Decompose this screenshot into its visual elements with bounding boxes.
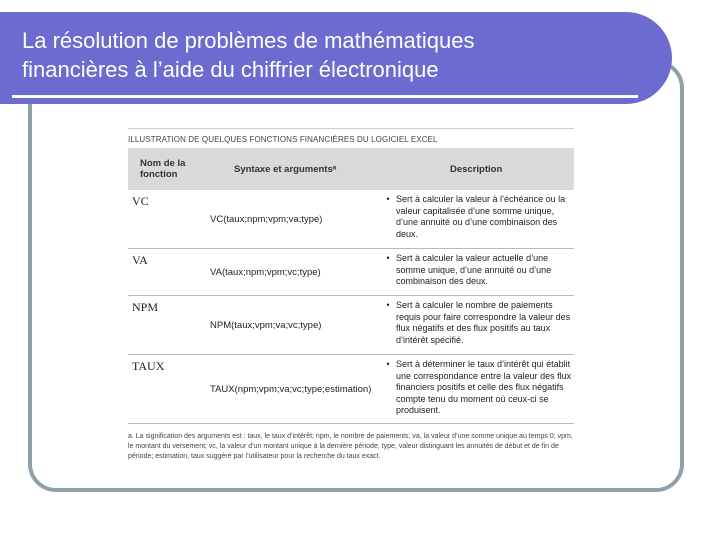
- function-name: VA: [132, 253, 148, 267]
- function-description: [380, 296, 574, 354]
- table-header: [128, 148, 574, 190]
- header-syntax: Syntaxe et argumentsᵃ: [234, 163, 337, 175]
- function-syntax: TAUX(npm;vpm;va;vc;type;estimation): [210, 383, 372, 395]
- slide-title: [22, 26, 642, 84]
- description-text: Sert à calculer la valeur actuelle d’une somme unique, d’une annuité ou d’une combinaison des deux.: [396, 253, 552, 286]
- table-footnote: a. La signification des arguments est : taux, le taux d’intérêt; npm, le nombre de paiements; va, la valeur d’une somme unique au temps 0; vpm, le montant du versement; vc, la valeur d’un montant unique à la dernière période; type, valeur distinguant les annuités de début et de fin de période; estimation, taux suggéré par l’utilisateur pour la recherche du taux exact.: [128, 433, 573, 460]
- bullet-icon: •: [386, 194, 390, 204]
- slide-title-line-2: financières à l’aide du chiffrier électronique: [22, 57, 439, 82]
- slide-title-line-1: La résolution de problèmes de mathématiques: [22, 28, 475, 53]
- bullet-icon: •: [386, 359, 390, 369]
- function-description: [380, 355, 574, 423]
- header-description: Description: [450, 163, 503, 175]
- table-row-va: [128, 249, 574, 296]
- figure-caption: ILLUSTRATION DE QUELQUES FONCTIONS FINANCIÈRES DU LOGICIEL EXCEL: [128, 128, 574, 148]
- function-description: [380, 249, 574, 295]
- function-name: VC: [132, 194, 149, 208]
- function-syntax: VC(taux;npm;vpm;va;type): [210, 213, 323, 225]
- table-row-npm: [128, 296, 574, 355]
- header-name: Nom de la fonction: [140, 158, 186, 180]
- description-text: Sert à déterminer le taux d’intérêt qui établit une correspondance entre la valeur des flux financiers positifs et celle des flux négatifs compte tenu du moment où ceux-ci se produisent.: [396, 359, 572, 415]
- function-name: NPM: [132, 300, 159, 314]
- title-underline: [12, 95, 638, 98]
- description-text: Sert à calculer le nombre de paiements requis pour faire correspondre la valeur des flux négatifs et des flux positifs au taux d’intérêt spécifié.: [396, 300, 571, 345]
- table-row-vc: [128, 190, 574, 249]
- document-figure: [128, 128, 574, 462]
- bullet-icon: •: [386, 253, 390, 263]
- function-syntax: NPM(taux;vpm;va;vc;type): [210, 319, 322, 331]
- description-text: Sert à calculer la valeur à l’échéance ou la valeur capitalisée d’une somme unique, d’une annuité ou d’une combinaison des deux.: [396, 194, 566, 239]
- function-name: TAUX: [132, 359, 165, 373]
- function-description: [380, 190, 574, 248]
- function-syntax: VA(taux;npm;vpm;vc;type): [210, 266, 321, 278]
- table-row-taux: [128, 355, 574, 424]
- bullet-icon: •: [386, 300, 390, 310]
